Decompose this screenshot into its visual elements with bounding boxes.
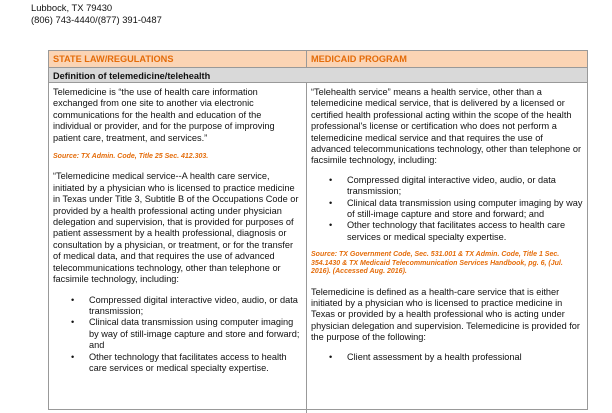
medicaid-purpose-list: [311, 352, 583, 363]
state-bullet-list: [53, 295, 302, 375]
column-header-medicaid: MEDICAID PROGRAM: [307, 51, 587, 67]
medicaid-source-citation: Source: TX Government Code, Sec. 531.001 & TX Admin. Code, Title 1 Sec. 354.1430 & TX Medicaid Telecommunication Services Handbook, pg. 6, (Jul. 2016). (Accessed Aug. 2016).: [311, 251, 563, 276]
telemedicine-table: [48, 50, 588, 410]
section-title: Definition of telemedicine/telehealth: [49, 67, 587, 83]
list-item: • Clinical data transmission using computer imaging by way of still-image capture and store and forward; and: [311, 198, 583, 221]
list-item: • Other technology that facilitates access to health care services or medical specialty expertise.: [311, 220, 583, 243]
state-definition-paragraph: Telemedicine is “the use of health care information exchanged from one site to another via electronic communications for the health and education of the individual or provider, and for the purpose of improving patient care, treatment, and services.”: [53, 87, 275, 143]
state-law-cell: [49, 83, 307, 413]
medicaid-bullet-list: [311, 175, 583, 243]
list-item: • Client assessment by a health professional: [311, 352, 583, 363]
list-item: • Compressed digital interactive video, audio, or data transmission;: [53, 295, 302, 318]
medicaid-telemedicine-paragraph: Telemedicine is defined as a health-care service that is either initiated by a physician who is licensed to practice medicine in Texas or provided by a health professional who is acting under physician delegation and supervision. Telemedicine is provided for the purpose of the following:: [311, 286, 580, 343]
address-phone: (806) 743-4440/(877) 391-0487: [31, 14, 162, 25]
column-header-state-law: STATE LAW/REGULATIONS: [49, 51, 307, 67]
state-telemedicine-service-paragraph: “Telemedicine medical service--A health care service, initiated by a physician who is licensed to practice medicine in Texas under Title 3, Subtitle B of the Occupations Code or provided by a health professional acting under physician delegation and supervision, that is provided for purposes of patient assessment by a health professional, diagnosis or consultation by a physician, or treatment, or for the transfer of medical data, and that requires the use of advanced telecommunications technology, other than telephone or facsimile technology, including:: [53, 171, 299, 285]
list-item: • Other technology that facilitates access to health care services or medical specialty expertise.: [53, 352, 302, 375]
medicaid-cell: [307, 83, 587, 413]
state-source-citation: Source: TX Admin. Code, Title 25 Sec. 412.303.: [53, 153, 209, 161]
medicaid-telehealth-paragraph: “Telehealth service” means a health service, other than a telemedicine medical service, that is delivered by a licensed or certified health professional acting within the scope of the health professional's license or certification who does not perform a telemedicine medical service and that requires the use of advanced telecommunications technology, other than telephone or facsimile technology, including:: [311, 87, 582, 166]
table-body-row: [49, 83, 587, 413]
list-item: • Compressed digital interactive video, audio, or data transmission;: [311, 175, 583, 198]
table-header-row: [49, 51, 587, 67]
address-city: Lubbock, TX 79430: [31, 2, 113, 13]
list-item: • Clinical data transmission using computer imaging by way of still-image capture and store and forward; and: [53, 317, 302, 351]
address-block: [31, 0, 162, 26]
